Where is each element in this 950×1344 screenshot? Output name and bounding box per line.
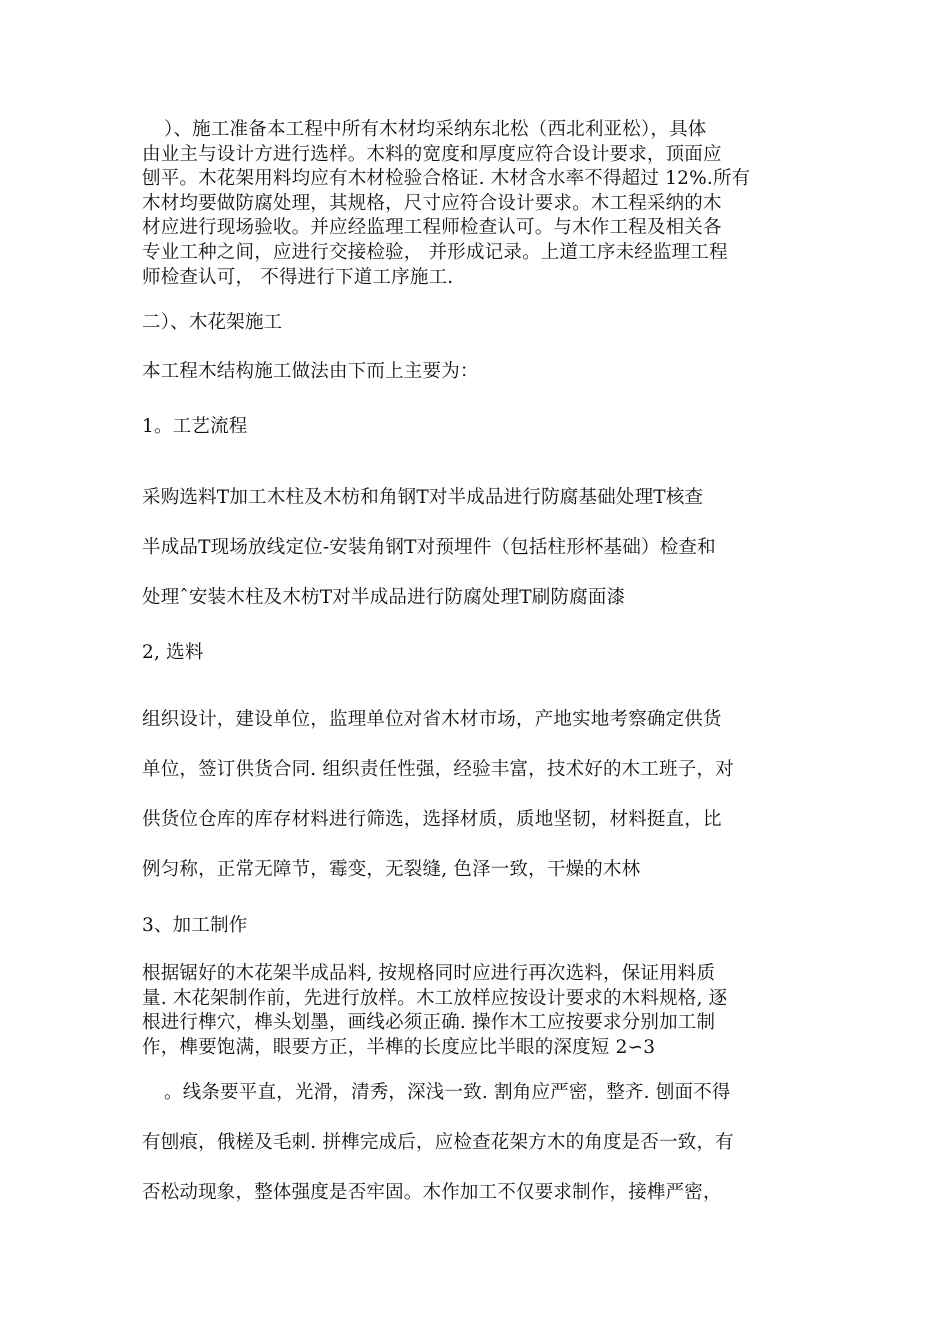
text-line: 单位，签订供货合同. 组织责任性强，经验丰富，技术好的木工班子，对 <box>142 759 734 780</box>
text-line: 由业主与设计方进行选样。木料的宽度和厚度应符合设计要求，顶面应 <box>142 143 722 165</box>
text-line: 处理ˆ安装木柱及木枋T对半成品进行防腐处理T刷防腐面漆 <box>142 587 626 608</box>
text-line: 木材均要做防腐处理，其规格，尺寸应符合设计要求。木工程采纳的木 <box>142 192 722 214</box>
text-line: 否松动现象，整体强度是否牢固。木作加工不仅要求制作，接榫严密， <box>142 1182 722 1203</box>
text-line: 组织设计，建设单位，监理单位对省木材市场，产地实地考察确定供货 <box>142 709 722 730</box>
text-line: 采购选料T加工木柱及木枋和角钢T对半成品进行防腐基础处理T核查 <box>142 487 704 508</box>
paragraph-fabrication-continued <box>142 1068 822 1218</box>
paragraph-process-flow <box>142 473 822 623</box>
paragraph-preparation <box>142 118 822 290</box>
text-line: 师检查认可， 不得进行下道工序施工. <box>142 266 454 288</box>
subheading-process: 1。工艺流程 <box>142 416 248 437</box>
paragraph-fabrication <box>142 962 822 1060</box>
text-line: 有刨痕，俄槎及毛刺. 拼榫完成后，应检查花架方木的角度是否一致，有 <box>142 1132 734 1153</box>
text-line: 材应进行现场验收。并应经监理工程师检查认可。与木作工程及相关各 <box>142 217 722 239</box>
text-line: 半成品T现场放线定位-安装角钢T对预埋件（包括柱形杯基础）检查和 <box>142 537 716 558</box>
text-line: 专业工种之间，应进行交接检验， 并形成记录。上道工序未经监理工程 <box>142 241 728 263</box>
text-line: 根进行榫穴，榫头划墨，画线必须正确. 操作木工应按要求分别加工制 <box>142 1012 716 1034</box>
paragraph-material-selection <box>142 695 822 895</box>
subheading-select: 2, 选料 <box>142 642 204 663</box>
text-line: 根据锯好的木花架半成品料, 按规格同时应进行再次选料，保证用料质 <box>142 963 716 984</box>
text-line: 作，榫要饱满，眼要方正，半榫的长度应比半眼的深度短 2∽3 <box>142 1036 656 1058</box>
section-heading: 二）、木花架施工 <box>142 312 283 333</box>
text-line: 供货位仓库的库存材料进行筛选，选择材质，质地坚韧，材料挺直，比 <box>142 809 722 830</box>
text-line: 例匀称，正常无障节，霉变，无裂缝, 色泽一致，干燥的木林 <box>142 859 641 880</box>
subheading-fabrication: 3、加工制作 <box>142 915 248 936</box>
text-line: 刨平。木花架用料均应有木材检验合格证. 木材含水率不得超过 12%.所有 <box>142 168 751 190</box>
text-line: ）、施工准备本工程中所有木材均采纳东北松（西北利亚松），具体 <box>164 119 707 140</box>
intro-text: 本工程木结构施工做法由下而上主要为： <box>142 361 479 382</box>
text-line: 量. 木花架制作前，先进行放样。木工放样应按设计要求的木料规格, 逐 <box>142 987 728 1009</box>
text-line: 。线条要平直，光滑，清秀，深浅一致. 割角应严密，整齐. 刨面不得 <box>164 1082 731 1103</box>
